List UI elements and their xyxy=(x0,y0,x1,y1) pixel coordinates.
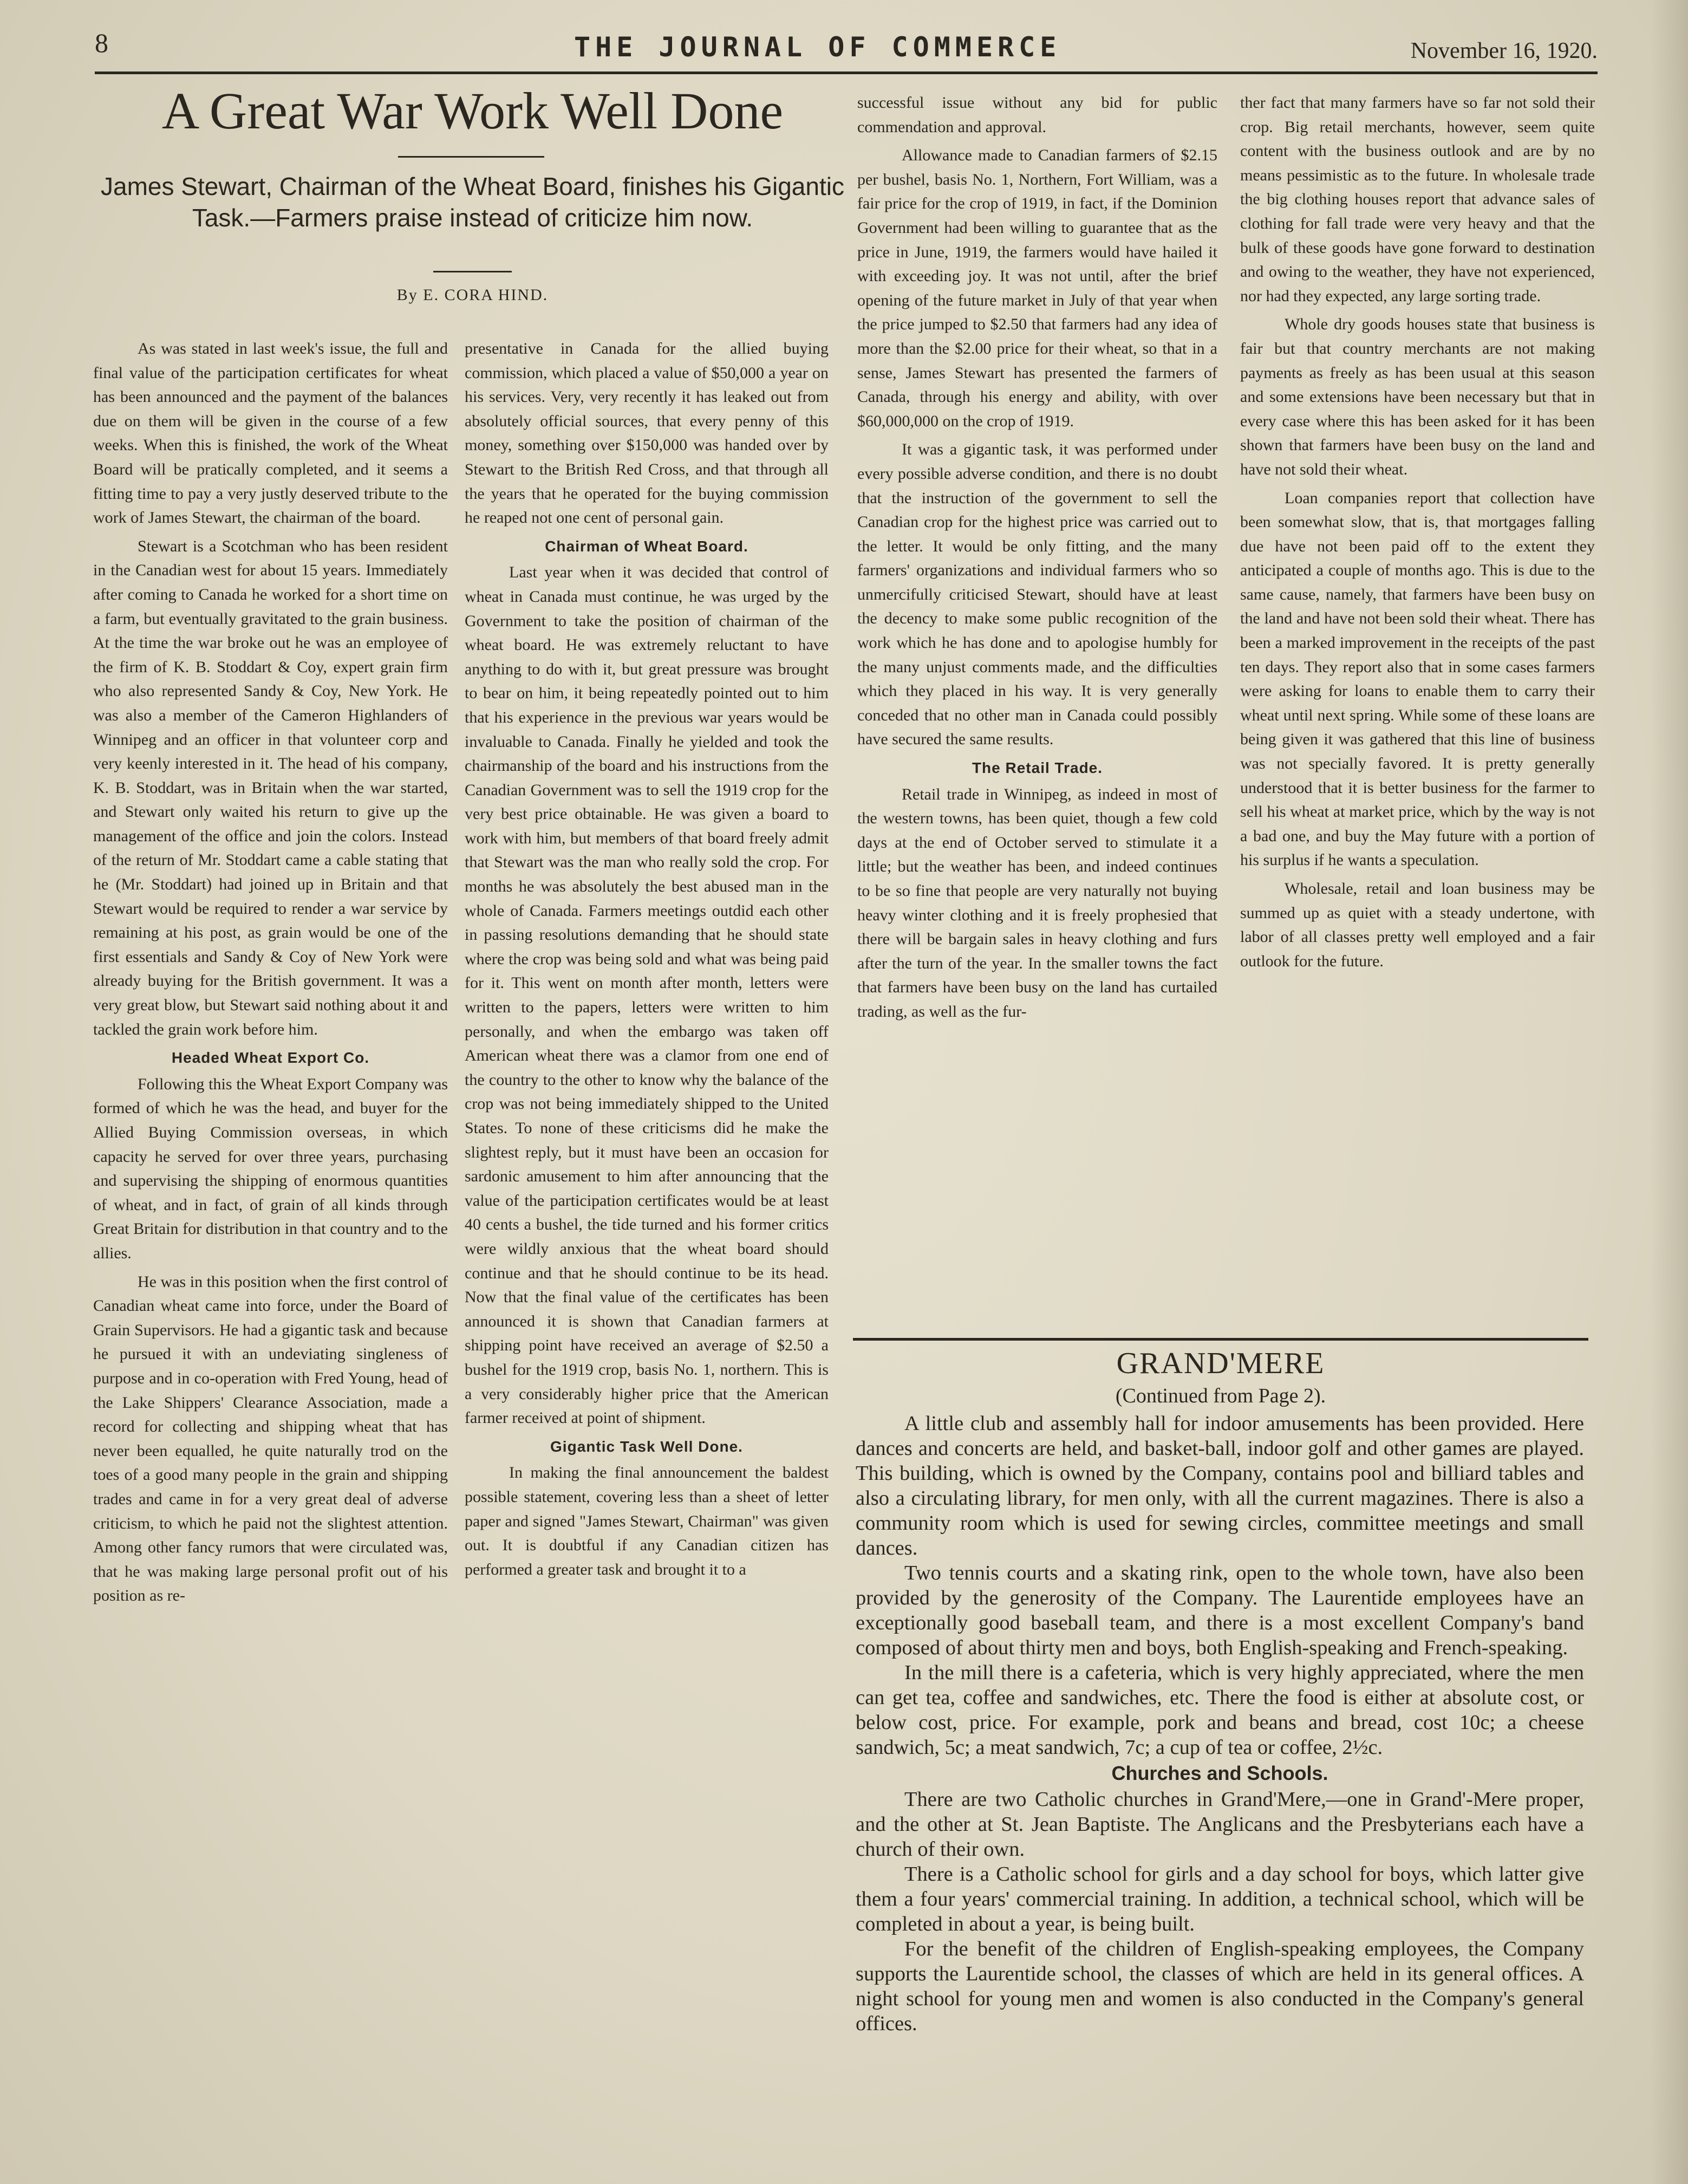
paragraph: A little club and assembly hall for indoor amusements has been provided. Here dances and concerts are held, and basket-ball, indoor golf and other games are played. This building, which is owned by the Company, contains pool and billiard tables and also a circulating library, for men only, with all the current magazines. There is also a community room which is used for sewing circles, committee meetings and small dances. xyxy=(856,1412,1584,1559)
paragraph: Retail trade in Winnipeg, as indeed in most of the western towns, has been quiet, though a few cold days at the end of October served to stimulate it a little; but the weather has been, and indeed continues to be so fine that people are very naturally not buying heavy winter clothing and it is freely prophesied that there will be bargain sales in heavy clothing and furs after the turn of the year. In the smaller towns the fact that farmers have been busy on the land has curtailed trading, as well as the fur- xyxy=(857,785,1217,1020)
section-divider xyxy=(853,1338,1588,1341)
paragraph: In the mill there is a cafeteria, which is very highly appreciated, where the men can get tea, coffee and sandwiches, etc. There the food is either at absolute cost, or below cost, price. For example, pork and beans and bread, cost 10c; a cheese sandwich, 5c; a meat sandwich, 7c; a cup of tea or coffee, 2½c. xyxy=(856,1661,1584,1759)
section-heading: Gigantic Task Well Done. xyxy=(550,1438,743,1455)
paragraph: For the benefit of the children of English-speaking employees, the Company supports the Laurentide school, the classes of which are held in its general offices. A night school for young men and women is also conducted in the Company's general offices. xyxy=(856,1938,1584,2035)
section-heading: The Retail Trade. xyxy=(972,759,1103,777)
paragraph: Wholesale, retail and loan business may be summed up as quiet with a steady undertone, with labor of all classes pretty well employed and a fair outlook for the future. xyxy=(1240,880,1595,970)
headline-divider xyxy=(398,156,544,158)
article-column-4 xyxy=(1240,91,1595,978)
paragraph: He was in this position when the first control of Canadian wheat came into force, under the Board of Grain Supervisors. He had a gigantic task and because he pursued it with an undeviating singleness of purpose and in co-operation with Fred Young, head of the Lake Shippers' Clearance Association, made a record for collecting and shipping wheat that has never been equalled, he quite naturally trod on the toes of a good many people in the grain and shipping trades and came in for a very great deal of adverse criticism, to which he paid not the slightest attention. Among other fancy rumors that were circulated was, that he was making large personal profit out of his position as re- xyxy=(93,1272,448,1605)
section-heading: Churches and Schools. xyxy=(1111,1762,1328,1784)
article-column-1 xyxy=(93,337,448,1613)
paragraph: successful issue without any bid for public commendation and approval. xyxy=(857,94,1217,136)
issue-date: November 16, 1920. xyxy=(1410,38,1598,63)
page-header xyxy=(95,22,1598,73)
paragraph: It was a gigantic task, it was performed under every possible adverse condition, and there is no doubt that the instruction of the government to sell the Canadian crop for the highest price was carried out to the letter. It would be only fitting, and the many farmers' organizations and individual farmers who so unmercifully criticised Stewart, should have at least the decency to make some public recognition of the work which he has done and to apologise humbly for the many unjust comments made, and the difficulties which they placed in his way. It is very generally conceded that no other man in Canada could possibly have secured the same results. xyxy=(857,440,1217,749)
grandmere-title: GRAND'MERE xyxy=(1116,1347,1325,1380)
page-number: 8 xyxy=(95,28,108,58)
journal-title: THE JOURNAL OF COMMERCE xyxy=(574,31,1061,63)
paragraph: Whole dry goods houses state that business is fair but that country merchants are not making payments as freely as has been usual at this season and some extensions have been necessary but that in every case where this has been asked for it has been shown that farmers have been busy on the land and have not sold their wheat. xyxy=(1240,315,1595,478)
header-rule xyxy=(95,72,1598,74)
article-column-2 xyxy=(465,337,829,1586)
paragraph: Loan companies report that collection have been somewhat slow, that is, that mortgages falling due have not been paid off to the extent they anticipated a couple of months ago. This is due to the same cause, namely, that farmers have been busy on the land and have not been sold their wheat. There has been a marked improvement in the receipts of the past ten days. They report also that in some cases farmers were asking for loans to enable them to carry their wheat until next spring. While some of these loans are being given it was gathered that this line of business was not specially favored. It is pretty generally understood that it is better business for the farmer to sell his wheat at market price, which by the way is not a bad one, and buy the May future with a portion of his surplus if he wants a speculation. xyxy=(1240,489,1595,869)
byline: By E. CORA HIND. xyxy=(396,286,549,304)
grandmere-body xyxy=(856,1411,1584,2036)
grandmere-subtitle: (Continued from Page 2). xyxy=(1115,1384,1326,1407)
article-subhead: James Stewart, Chairman of the Wheat Board, finishes his Gigantic Task.—Farmers praise instead of criticize him now. xyxy=(101,172,844,232)
paragraph: presentative in Canada for the allied buying commission, which placed a value of $50,000 a year on his services. Very, very recently it has leaked out from absolutely official sources, that every penny of this money, something over $150,000 was handed over by Stewart to the British Red Cross, and that through all the years that he operated for the buying commission he reaped not one cent of personal gain. xyxy=(465,340,829,527)
paragraph: There is a Catholic school for girls and a day school for boys, which latter give them a four years' commercial training. In addition, a technical school, which will be completed in about a year, is being built. xyxy=(856,1863,1584,1935)
paragraph: Two tennis courts and a skating rink, open to the whole town, have also been provided by the generosity of the Company. The Laurentide employees have an exceptionally good baseball team, and there is a most excellent Company's band composed of about thirty men and boys, both English-speaking and French-speaking. xyxy=(856,1562,1584,1659)
paragraph: Allowance made to Canadian farmers of $2.15 per bushel, basis No. 1, Northern, Fort William, was a fair price for the crop of 1919, in fact, if the Dominion Government had been willing to guarantee that as the price in June, 1919, the farmers would have hailed it with exceeding joy. It was not until, after the brief opening of the future market in July of that year when the price jumped to $2.50 that farmers had any idea of more than the $2.00 price for their wheat, so that in a sense, James Stewart has presented the farmers of Canada, through his energy and ability, with over $60,000,000 on the crop of 1919. xyxy=(857,146,1217,430)
page-edge-shadow xyxy=(1650,0,1688,2184)
article-headline: A Great War Work Well Done xyxy=(161,82,784,140)
paragraph: Following this the Wheat Export Company was formed of which he was the head, and buyer for the Allied Buying Commission overseas, in which capacity he served for over three years, purchasing and supervising the shipping of enormous quantities of wheat, and in fact, of grain of all kinds through Great Britain for distribution in that country and to the allies. xyxy=(93,1075,448,1262)
section-heading: Headed Wheat Export Co. xyxy=(171,1049,370,1067)
paragraph: ther fact that many farmers have so far not sold their crop. Big retail merchants, however, seem quite content with the business outlook and are by no means pessimistic as to the future. In wholesale trade the big clothing houses report that advance sales of clothing for fall trade were very heavy and that the bulk of these goods have gone forward to destination and owing to the weather, they have not experienced, nor had they expected, any large sorting trade. xyxy=(1240,94,1595,305)
paragraph: Stewart is a Scotchman who has been resident in the Canadian west for about 15 years. Immediately after coming to Canada he worked for a short time on a farm, but eventually gravitated to the grain business. At the time the war broke out he was an employee of the firm of K. B. Stoddart & Coy, expert grain firm who also represented Sandy & Coy, New York. He was also a member of the Cameron Highlanders of Winnipeg and an officer in that volunteer corp and very keenly interested in it. The head of his company, K. B. Stoddart, was in Britain when the war started, and Stewart only waited his return to give up the management of the office and join the colors. Instead of the return of Mr. Stoddart came a cable stating that he (Mr. Stoddart) had joined up in Britain and that Stewart would be required to render a war service by remaining at his post, as grain would be one of the first essentials and Sandy & Coy of New York were already buying for the British government. It was a very great blow, but Stewart said nothing about it and tackled the grain work before him. xyxy=(93,537,448,1038)
subhead-divider xyxy=(433,271,512,272)
section-heading: Chairman of Wheat Board. xyxy=(545,537,748,555)
paragraph: As was stated in last week's issue, the full and final value of the participation certificates for wheat has been announced and the payment of the balances due on them will be given in the course of a few weeks. When this is finished, the work of the Wheat Board will be pratically completed, and it seems a fitting time to pay a very justly deserved tribute to the work of James Stewart, the chairman of the board. xyxy=(93,340,448,527)
paragraph: In making the final announcement the baldest possible statement, covering less than a sheet of letter paper and signed "James Stewart, Chairman" was given out. It is doubtful if any Canadian citizen has performed a greater task and brought it to a xyxy=(465,1464,829,1578)
paragraph: Last year when it was decided that control of wheat in Canada must continue, he was urged by the Government to take the position of chairman of the wheat board. He was extremely reluctant to have anything to do with it, but great pressure was brought to bear on him, it being repeatedly pointed out to him that his experience in the previous war years would be invaluable to Canada. Finally he yielded and took the chairmanship of the board and his instructions from the Canadian Government was to sell the 1919 crop for the very best price obtainable. He was given a board to work with him, but members of that board freely admit that Stewart was the man who really sold the crop. For months he was absolutely the best abused man in the whole of Canada. Farmers meetings outdid each other in passing resolutions demanding that he should state where the crop was being sold and what was being paid for it. This went on month after month, letters were written to the papers, letters were written to him personally, and when the embargo was taken off American wheat there was a clamor from one end of the country to the other to know why the balance of the crop was not being immediately shipped to the United States. To none of these criticisms did he make the slightest reply, but it must have been an occasion for sardonic amusement to him after announcing that the value of the participation certificates would be at least 40 cents a bushel, the tide turned and his former critics were wildly anxious that the wheat board should continue and that he should continue to be its head. Now that the final value of the certificates has been announced it is shown that Canadian farmers at shipping point have received an average of $2.50 a bushel for the 1919 crop, basis No. 1, northern. This is a very considerably higher price that the American farmer received at point of shipment. xyxy=(465,563,829,1427)
article-column-3 xyxy=(857,91,1217,1029)
paragraph: There are two Catholic churches in Grand'Mere,—one in Grand'-Mere proper, and the other at St. Jean Baptiste. The Anglicans and the Presbyterians each have a church of their own. xyxy=(856,1788,1584,1861)
